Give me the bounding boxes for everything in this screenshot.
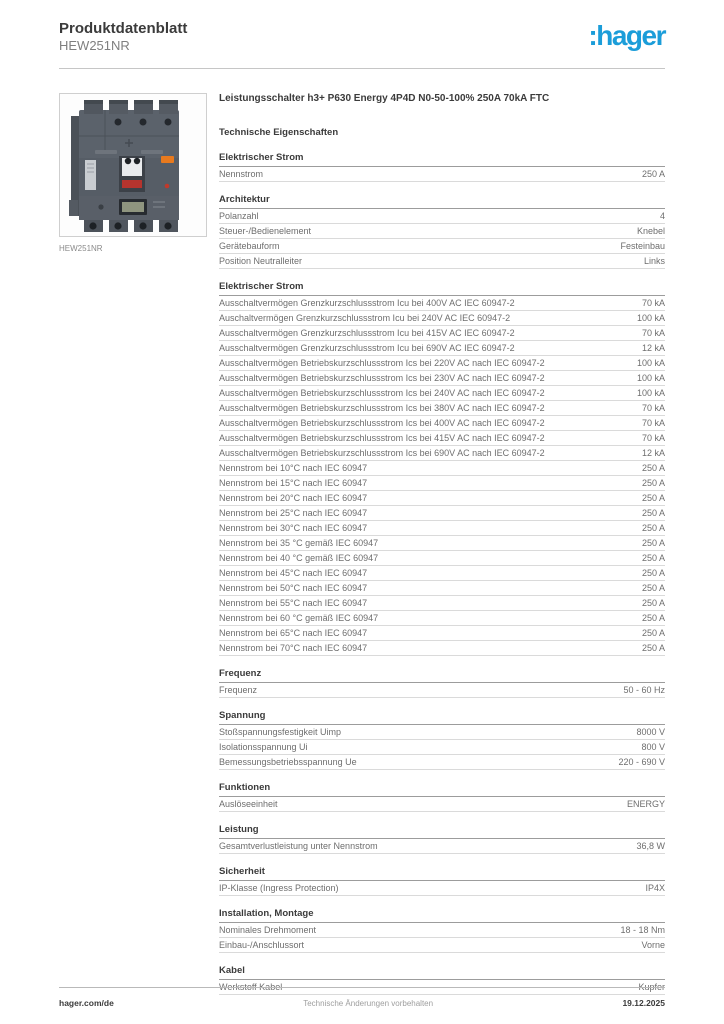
spec-label: Ausschaltvermögen Betriebskurzschlussstrom Ics bei 690V AC nach IEC 60947-2: [219, 448, 545, 459]
spec-row: [219, 341, 665, 356]
spec-section: [219, 824, 665, 854]
spec-label: Nominales Drehmoment: [219, 925, 317, 936]
section-rows: [219, 797, 665, 812]
spec-label: Ausschaltvermögen Betriebskurzschlussstrom Ics bei 240V AC nach IEC 60947-2: [219, 388, 545, 399]
section-title: Kabel: [219, 965, 665, 980]
spec-value: IP4X: [645, 883, 665, 894]
spec-section: [219, 668, 665, 698]
spec-label: Isolationsspannung Ui: [219, 742, 308, 753]
spec-value: 4: [659, 211, 665, 222]
spec-value: 250 A: [641, 538, 665, 549]
spec-row: [219, 551, 665, 566]
spec-value: 250 A: [641, 643, 665, 654]
footer-disclaimer: Technische Änderungen vorbehalten: [303, 998, 434, 1008]
spec-label: Nennstrom bei 20°C nach IEC 60947: [219, 493, 368, 504]
spec-row: [219, 416, 665, 431]
spec-label: Nennstrom bei 50°C nach IEC 60947: [219, 583, 368, 594]
spec-label: Nennstrom bei 70°C nach IEC 60947: [219, 643, 368, 654]
spec-value: 250 A: [641, 628, 665, 639]
spec-label: Stoßspannungsfestigkeit Uimp: [219, 727, 342, 738]
spec-value: 250 A: [641, 598, 665, 609]
page-header: [59, 20, 665, 55]
spec-row: [219, 311, 665, 326]
main-content: [59, 93, 665, 996]
section-title: Sicherheit: [219, 866, 665, 881]
spec-section: [219, 281, 665, 656]
spec-value: Kupfer: [638, 982, 665, 993]
section-rows: [219, 839, 665, 854]
spec-value: 36,8 W: [636, 841, 665, 852]
spec-label: Steuer-/Bedienelement: [219, 226, 312, 237]
spec-row: [219, 611, 665, 626]
spec-section: [219, 710, 665, 770]
section-rows: [219, 209, 665, 269]
spec-row: [219, 923, 665, 938]
spec-row: [219, 596, 665, 611]
spec-label: Auslöseeinheit: [219, 799, 278, 810]
spec-label: Bemessungsbetriebsspannung Ue: [219, 757, 357, 768]
spec-row: [219, 356, 665, 371]
spec-label: Ausschaltvermögen Betriebskurzschlussstrom Ics bei 220V AC nach IEC 60947-2: [219, 358, 545, 369]
page-footer: [59, 987, 665, 1008]
spec-label: Nennstrom bei 65°C nach IEC 60947: [219, 628, 368, 639]
spec-row: [219, 476, 665, 491]
spec-row: [219, 566, 665, 581]
spec-row: [219, 326, 665, 341]
spec-row: [219, 431, 665, 446]
spec-label: Ausschaltvermögen Betriebskurzschlussstrom Ics bei 400V AC nach IEC 60947-2: [219, 418, 545, 429]
spec-row: [219, 167, 665, 182]
spec-value: 70 kA: [641, 433, 665, 444]
spec-label: IP-Klasse (Ingress Protection): [219, 883, 339, 894]
spec-value: ENERGY: [626, 799, 665, 810]
product-image-column: [59, 93, 207, 996]
spec-value: 250 A: [641, 169, 665, 180]
spec-value: 100 kA: [636, 373, 665, 384]
spec-row: [219, 755, 665, 770]
spec-label: Ausschaltvermögen Betriebskurzschlussstrom Ics bei 230V AC nach IEC 60947-2: [219, 373, 545, 384]
spec-label: Nennstrom bei 35 °C gemäß IEC 60947: [219, 538, 379, 549]
spec-value: Links: [643, 256, 665, 267]
spec-row: [219, 839, 665, 854]
spec-label: Nennstrom bei 45°C nach IEC 60947: [219, 568, 368, 579]
spec-value: 8000 V: [636, 727, 665, 738]
spec-section: [219, 194, 665, 269]
spec-value: 250 A: [641, 583, 665, 594]
spec-section: [219, 152, 665, 182]
product-title: Leistungsschalter h3+ P630 Energy 4P4D N0-50-100% 250A 70kA FTC: [219, 92, 550, 104]
spec-label: Position Neutralleiter: [219, 256, 303, 267]
hager-logo: :hager: [588, 20, 665, 51]
spec-row: [219, 386, 665, 401]
spec-value: 100 kA: [636, 388, 665, 399]
spec-sections: [219, 152, 665, 995]
spec-row: [219, 209, 665, 224]
spec-row: [219, 296, 665, 311]
spec-row: [219, 401, 665, 416]
spec-row: [219, 491, 665, 506]
section-title: Elektrischer Strom: [219, 281, 665, 296]
section-rows: [219, 881, 665, 896]
product-reference: HEW251NR: [59, 38, 130, 53]
spec-label: Nennstrom bei 10°C nach IEC 60947: [219, 463, 368, 474]
header-divider: [59, 68, 665, 69]
spec-label: Nennstrom bei 55°C nach IEC 60947: [219, 598, 368, 609]
spec-label: Ausschaltvermögen Grenzkurzschlussstrom Icu bei 415V AC IEC 60947-2: [219, 328, 515, 339]
spec-row: [219, 461, 665, 476]
spec-label: Nennstrom bei 30°C nach IEC 60947: [219, 523, 368, 534]
spec-row: [219, 536, 665, 551]
spec-label: Ausschaltvermögen Grenzkurzschlussstrom Icu bei 690V AC IEC 60947-2: [219, 343, 515, 354]
spec-value: 70 kA: [641, 328, 665, 339]
spec-label: Gerätebauform: [219, 241, 280, 252]
spec-row: [219, 683, 665, 698]
spec-value: 250 A: [641, 523, 665, 534]
header-titles: [59, 20, 187, 55]
section-rows: [219, 683, 665, 698]
spec-row: [219, 254, 665, 269]
spec-value: 250 A: [641, 493, 665, 504]
spec-value: 250 A: [641, 463, 665, 474]
spec-value: Vorne: [641, 940, 665, 951]
spec-row: [219, 641, 665, 656]
spec-value: 70 kA: [641, 418, 665, 429]
spec-label: Gesamtverlustleistung unter Nennstrom: [219, 841, 378, 852]
spec-label: Ausschaltvermögen Betriebskurzschlussstrom Ics bei 415V AC nach IEC 60947-2: [219, 433, 545, 444]
spec-label: Nennstrom bei 40 °C gemäß IEC 60947: [219, 553, 379, 564]
product-image-frame: [59, 93, 207, 237]
spec-section: [219, 908, 665, 953]
section-title: Frequenz: [219, 668, 665, 683]
spec-value: 220 - 690 V: [618, 757, 665, 768]
spec-row: [219, 725, 665, 740]
spec-value: 250 A: [641, 553, 665, 564]
doc-type-title: Produktdatenblatt: [59, 20, 188, 37]
spec-label: Polanzahl: [219, 211, 259, 222]
spec-value: 12 kA: [641, 448, 665, 459]
spec-value: 70 kA: [641, 298, 665, 309]
spec-column: [219, 93, 665, 996]
spec-row: [219, 938, 665, 953]
section-title: Installation, Montage: [219, 908, 665, 923]
spec-value: Knebel: [636, 226, 665, 237]
spec-row: [219, 740, 665, 755]
spec-label: Nennstrom: [219, 169, 264, 180]
spec-value: 18 - 18 Nm: [620, 925, 665, 936]
spec-value: 250 A: [641, 568, 665, 579]
spec-label: Werkstoff Kabel: [219, 982, 283, 993]
spec-row: [219, 239, 665, 254]
spec-label: Nennstrom bei 25°C nach IEC 60947: [219, 508, 368, 519]
spec-value: 250 A: [641, 613, 665, 624]
spec-value: 50 - 60 Hz: [623, 685, 665, 696]
spec-section: [219, 782, 665, 812]
spec-value: Festeinbau: [620, 241, 665, 252]
spec-value: 800 V: [641, 742, 665, 753]
spec-row: [219, 797, 665, 812]
spec-value: 70 kA: [641, 403, 665, 414]
section-title: Funktionen: [219, 782, 665, 797]
spec-label: Ausschaltvermögen Grenzkurzschlussstrom Icu bei 400V AC IEC 60947-2: [219, 298, 515, 309]
section-title: Leistung: [219, 824, 665, 839]
circuit-breaker-image: [63, 96, 203, 234]
spec-label: Nennstrom bei 15°C nach IEC 60947: [219, 478, 368, 489]
section-rows: [219, 167, 665, 182]
spec-row: [219, 521, 665, 536]
section-rows: [219, 923, 665, 953]
spec-section: [219, 866, 665, 896]
spec-label: Einbau-/Anschlussort: [219, 940, 305, 951]
product-image-caption: HEW251NR: [59, 243, 103, 253]
spec-value: 250 A: [641, 508, 665, 519]
spec-row: [219, 446, 665, 461]
section-rows: [219, 296, 665, 656]
spec-value: 100 kA: [636, 313, 665, 324]
tech-properties-heading: Technische Eigenschaften: [219, 127, 339, 139]
section-title: Elektrischer Strom: [219, 152, 665, 167]
spec-row: [219, 506, 665, 521]
spec-value: 12 kA: [641, 343, 665, 354]
spec-row: [219, 581, 665, 596]
spec-row: [219, 881, 665, 896]
footer-date: 19.12.2025: [622, 998, 665, 1008]
footer-website: hager.com/de: [59, 998, 114, 1008]
section-title: Architektur: [219, 194, 665, 209]
section-title: Spannung: [219, 710, 665, 725]
spec-label: Frequenz: [219, 685, 258, 696]
spec-row: [219, 371, 665, 386]
spec-row: [219, 224, 665, 239]
section-rows: [219, 725, 665, 770]
spec-label: Nennstrom bei 60 °C gemäß IEC 60947: [219, 613, 379, 624]
spec-label: Auschaltvermögen Grenzkurzschlussstrom Icu bei 240V AC IEC 60947-2: [219, 313, 511, 324]
spec-label: Ausschaltvermögen Betriebskurzschlussstrom Ics bei 380V AC nach IEC 60947-2: [219, 403, 545, 414]
spec-value: 100 kA: [636, 358, 665, 369]
spec-row: [219, 626, 665, 641]
spec-value: 250 A: [641, 478, 665, 489]
